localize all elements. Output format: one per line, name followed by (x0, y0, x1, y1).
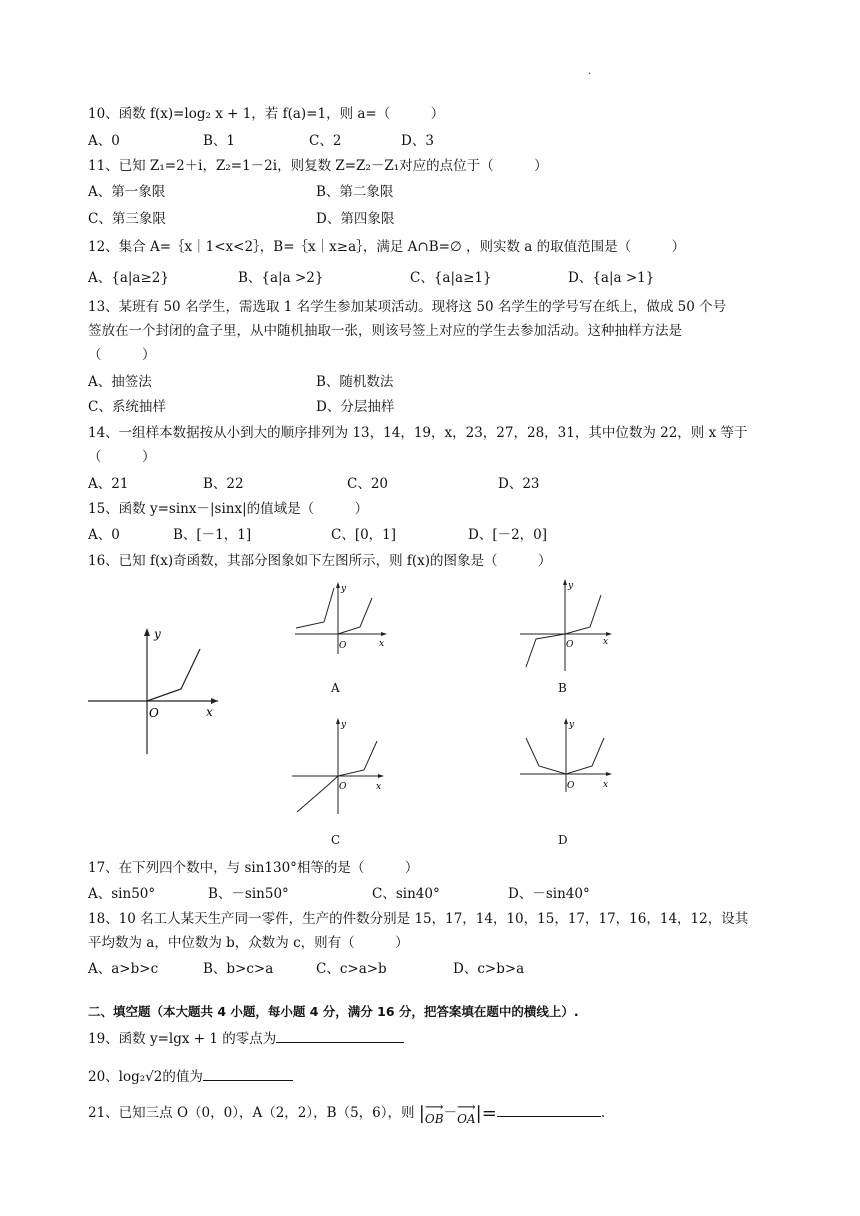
svg-text:O: O (339, 641, 347, 651)
q17-option-b: B、－sin50° (208, 886, 289, 902)
abs-bar-left: | (418, 1103, 425, 1124)
q20-row (88, 1066, 293, 1086)
q12-stem: 12、集合 A=｛x｜1<x<2｝，B=｛x｜x≥a｝，满足 A∩B=∅ ，则实数 a 的取值范围是（ ） (88, 239, 686, 255)
q15-option-a: A、0 (88, 527, 120, 543)
q11-option-a: A、第一象限 (88, 184, 166, 200)
q13-option-a: A、抽签法 (88, 374, 152, 390)
vector-ob: ⟶ OB (424, 1100, 444, 1126)
svg-text:x: x (379, 639, 385, 649)
q17-option-c: C、sin40° (372, 886, 440, 902)
q11-stem: 11、已知 Z₁=2＋i，Z₂=1－2i，则复数 Z=Z₂－Z₁对应的点位于（ ） (88, 158, 548, 174)
graph-c-label: C (331, 833, 341, 847)
svg-text:x: x (376, 782, 382, 792)
svg-text:y: y (341, 584, 347, 594)
q13-stem-line1: 13、某班有 50 名学生，需选取 1 名学生参加某项活动。现将这 50 名学生的学号写在纸上，做成 50 个号 (88, 299, 727, 315)
given-axis-x: x (206, 705, 213, 719)
q18-option-c: C、c>a>b (316, 961, 387, 977)
q10-option-a: A、0 (88, 133, 120, 149)
given-origin: O (149, 706, 159, 720)
q21-eq: |= (475, 1103, 497, 1124)
q14-option-a: A、21 (88, 476, 129, 492)
q19-answer-blank[interactable] (276, 1028, 404, 1043)
q14-option-d: D、23 (498, 476, 540, 492)
q20-stem: 20、log₂√2的值为 (88, 1069, 203, 1085)
q15-option-b: B、[－1，1] (173, 527, 252, 543)
q18-option-d: D、c>b>a (453, 961, 525, 977)
q18-stem-line1: 18、10 名工人某天生产同一零件，生产的件数分别是 15，17，14，10，15，17，17，16，14，12，设其 (88, 911, 749, 927)
q13-option-d: D、分层抽样 (316, 399, 395, 415)
q10-stem: 10、函数 f(x)=log₂ x + 1，若 f(a)=1，则 a=（ ） (88, 106, 445, 122)
vector-oa: ⟶ OA (457, 1100, 476, 1126)
q21-end: . (600, 1105, 606, 1121)
graph-a-label: A (331, 681, 340, 695)
svg-text:y: y (569, 720, 575, 730)
vector-arrow-icon: ⟶ (424, 1100, 444, 1115)
graph-d (518, 716, 618, 796)
q21-answer-blank[interactable] (497, 1102, 601, 1117)
q11-option-c: C、第三象限 (88, 211, 166, 227)
q18-option-a: A、a>b>c (88, 961, 159, 977)
page-mark: . (588, 66, 592, 77)
q15-option-d: D、[－2，0] (468, 527, 548, 543)
q14-option-c: C、20 (347, 476, 389, 492)
q21-minus: － (443, 1105, 458, 1121)
q10-option-b: B、1 (203, 133, 236, 149)
given-graph (88, 622, 228, 762)
q12-option-d: D、{a|a >1} (568, 270, 655, 286)
q19-stem: 19、函数 y=lgx + 1 的零点为 (88, 1031, 277, 1047)
q13-option-c: C、系统抽样 (88, 399, 166, 415)
q16-stem: 16、已知 f(x)奇函数，其部分图象如下左图所示，则 f(x)的图象是（ ） (88, 553, 552, 569)
q21-stem: 21、已知三点 O（0，0），A（2，2），B（5，6），则 (88, 1105, 415, 1121)
svg-text:x: x (603, 780, 609, 790)
q13-stem-line2: 签放在一个封闭的盒子里，从中随机抽取一张，则该号签上对应的学生去参加活动。这种抽样方法是 (88, 323, 682, 339)
svg-text:O: O (567, 781, 575, 791)
q20-answer-blank[interactable] (203, 1066, 293, 1081)
svg-text:O: O (566, 640, 574, 650)
graph-d-label: D (558, 833, 568, 847)
q12-option-c: C、{a|a≥1} (410, 270, 492, 286)
graph-c (290, 716, 390, 816)
q14-stem-line2: （ ） (88, 449, 156, 465)
q12-option-a: A、{a|a≥2} (88, 270, 169, 286)
q14-option-b: B、22 (203, 476, 244, 492)
q18-option-b: B、b>c>a (203, 961, 274, 977)
svg-text:y: y (568, 581, 574, 591)
q11-option-b: B、第二象限 (316, 184, 394, 200)
q18-stem-line2: 平均数为 a，中位数为 b，众数为 c，则有（ ） (88, 935, 409, 951)
svg-text:O: O (339, 782, 347, 792)
q17-option-d: D、－sin40° (508, 886, 590, 902)
graph-a (293, 580, 393, 655)
q12-option-b: B、{a|a >2} (238, 270, 324, 286)
q21-row (88, 1102, 605, 1125)
graph-b-label: B (558, 681, 567, 695)
given-axis-y: y (154, 627, 161, 641)
q15-stem: 15、函数 y=sinx－|sinx|的值域是（ ） (88, 501, 369, 517)
q10-option-c: C、2 (309, 133, 342, 149)
svg-text:x: x (603, 637, 609, 647)
section2-title: 二、填空题（本大题共 4 小题，每小题 4 分，满分 16 分，把答案填在题中的横线上）. (88, 1004, 579, 1019)
q19-row (88, 1028, 404, 1048)
q15-option-c: C、[0，1] (331, 527, 397, 543)
vector-arrow-icon: ⟶ (457, 1100, 476, 1115)
q17-stem: 17、在下列四个数中，与 sin130°相等的是（ ） (88, 860, 419, 876)
q14-stem-line1: 14、一组样本数据按从小到大的顺序排列为 13，14，19，x，23，27，28，31，其中位数为 22，则 x 等于 (88, 425, 748, 441)
q13-stem-line3: （ ） (88, 347, 156, 363)
q10-option-d: D、3 (401, 133, 434, 149)
graph-b (518, 577, 618, 672)
q13-option-b: B、随机数法 (316, 374, 394, 390)
q17-option-a: A、sin50° (88, 886, 156, 902)
q11-option-d: D、第四象限 (316, 211, 395, 227)
svg-text:y: y (341, 720, 347, 730)
